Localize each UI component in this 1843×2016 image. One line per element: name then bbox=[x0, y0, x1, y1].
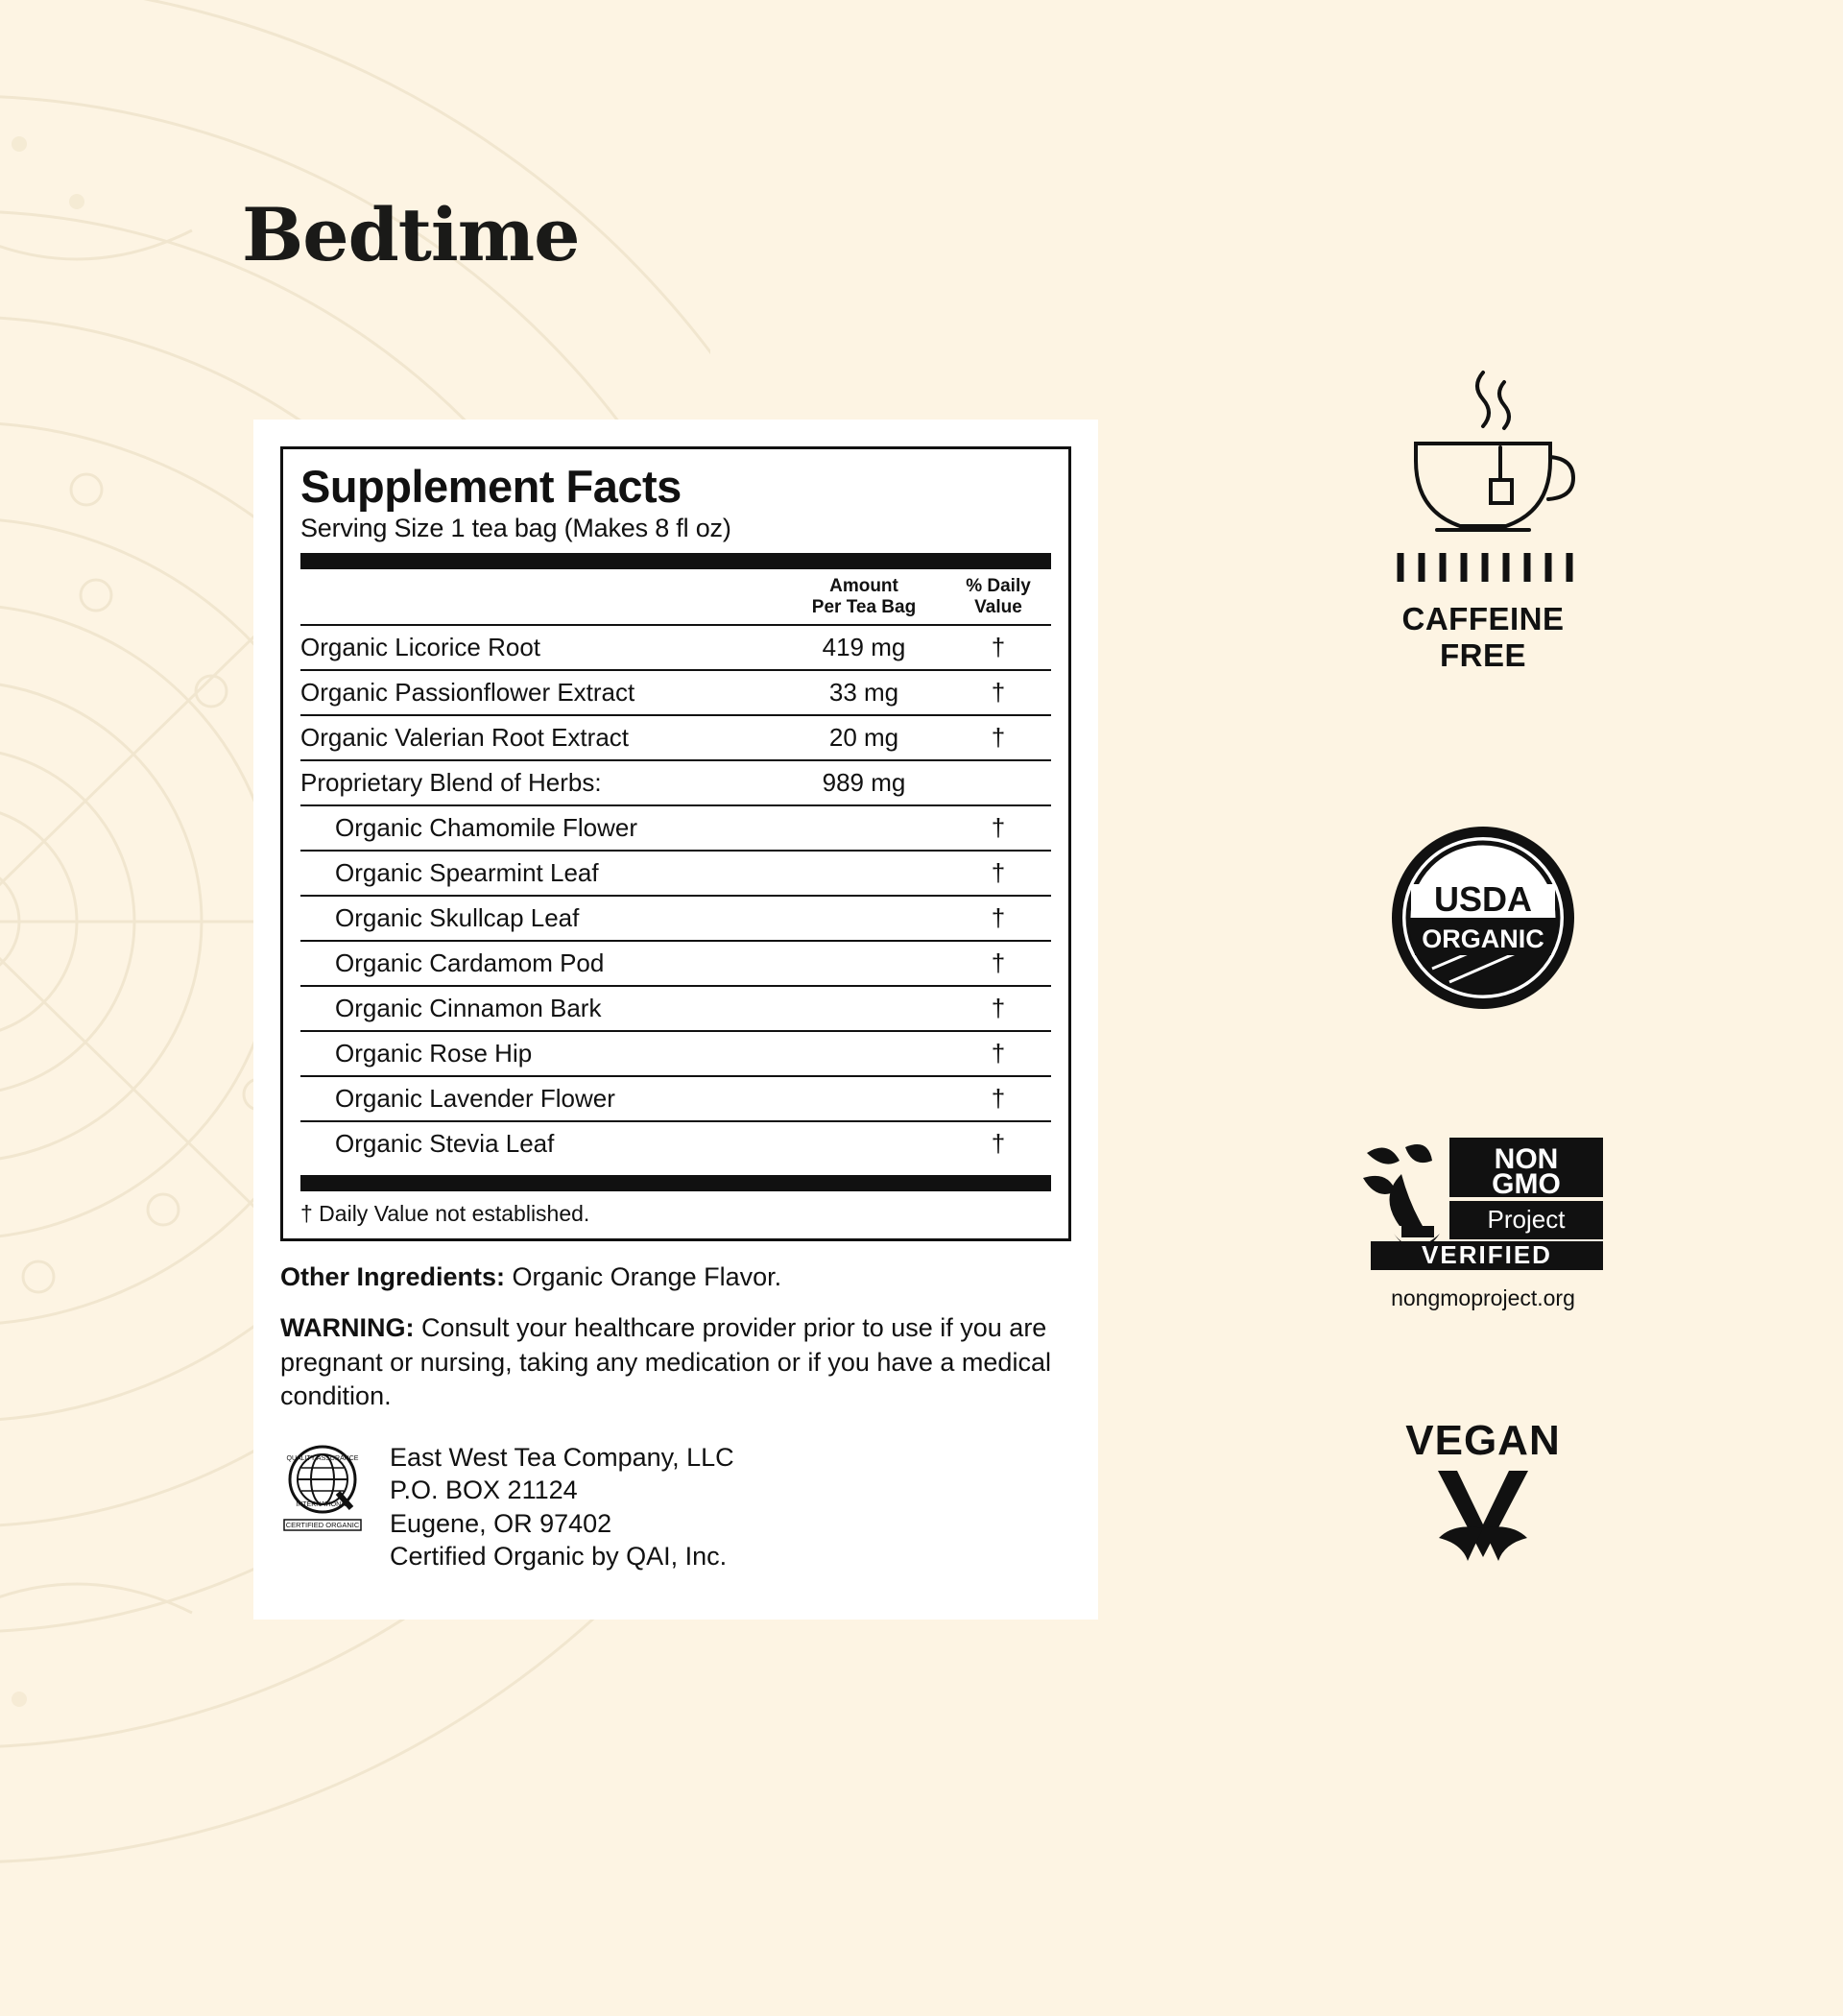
vegan-leaf-icon bbox=[1421, 1465, 1545, 1580]
daily-value-footnote: † Daily Value not established. bbox=[300, 1200, 590, 1226]
usda-organic-seal-icon bbox=[1382, 817, 1584, 1019]
thick-divider-bottom bbox=[300, 1175, 1051, 1191]
row-daily-value: † bbox=[945, 805, 1051, 851]
row-daily-value bbox=[945, 760, 1051, 805]
warning-label: WARNING: bbox=[280, 1312, 415, 1342]
other-ingredients-text: Organic Orange Flavor. bbox=[505, 1261, 782, 1291]
header-dv-line2: Value bbox=[974, 596, 1022, 617]
teacup-icon bbox=[1377, 365, 1589, 586]
row-name: Organic Spearmint Leaf bbox=[300, 851, 782, 896]
vegan-label: VEGAN bbox=[1405, 1417, 1561, 1465]
row-name: Organic Skullcap Leaf bbox=[300, 896, 782, 941]
row-daily-value: † bbox=[945, 1031, 1051, 1076]
supplement-facts-panel bbox=[253, 420, 1098, 1620]
non-gmo-project-verified-badge bbox=[1353, 1134, 1613, 1311]
header-amount-line1: Amount bbox=[829, 576, 898, 597]
row-daily-value: † bbox=[945, 1076, 1051, 1121]
table-row bbox=[300, 986, 1051, 1031]
warning-text bbox=[280, 1311, 1071, 1414]
non-text: NON bbox=[1494, 1143, 1559, 1176]
svg-text:CERTIFIED ORGANIC: CERTIFIED ORGANIC bbox=[285, 1520, 360, 1529]
row-daily-value: † bbox=[945, 896, 1051, 941]
company-block bbox=[280, 1439, 1071, 1573]
row-name: Organic Chamomile Flower bbox=[300, 805, 782, 851]
caffeine-free-line1: CAFFEINE bbox=[1401, 601, 1565, 636]
table-row bbox=[300, 805, 1051, 851]
supplement-facts-box bbox=[280, 446, 1071, 1241]
row-amount: 989 mg bbox=[782, 760, 945, 805]
table-row bbox=[300, 760, 1051, 805]
row-amount bbox=[782, 941, 945, 986]
row-daily-value: † bbox=[945, 986, 1051, 1031]
row-amount bbox=[782, 1031, 945, 1076]
row-daily-value: † bbox=[945, 670, 1051, 715]
project-text: Project bbox=[1487, 1205, 1566, 1235]
supplement-facts-heading: Supplement Facts bbox=[300, 461, 682, 512]
company-address bbox=[390, 1439, 734, 1573]
svg-text:INTERNATIONAL: INTERNATIONAL bbox=[296, 1500, 349, 1508]
header-blank bbox=[300, 569, 782, 625]
caffeine-free-badge bbox=[1377, 365, 1589, 673]
header-daily-value bbox=[945, 569, 1051, 625]
caffeine-free-line2: FREE bbox=[1439, 636, 1526, 673]
row-amount bbox=[782, 1076, 945, 1121]
verified-text: VERIFIED bbox=[1422, 1240, 1552, 1270]
thick-divider-top bbox=[300, 553, 1051, 569]
row-amount bbox=[782, 896, 945, 941]
caffeine-free-label bbox=[1402, 601, 1565, 673]
row-daily-value: † bbox=[991, 1128, 1006, 1158]
page-title: Bedtime bbox=[242, 192, 580, 277]
table-row bbox=[300, 1121, 1051, 1165]
row-name: Organic Cinnamon Bark bbox=[300, 986, 782, 1031]
row-daily-value: † bbox=[945, 715, 1051, 760]
serving-size-text: Serving Size 1 tea bag (Makes 8 fl oz) bbox=[300, 514, 731, 543]
row-amount: 33 mg bbox=[782, 670, 945, 715]
row-daily-value: † bbox=[945, 625, 1051, 670]
company-city: Eugene, OR 97402 bbox=[390, 1508, 612, 1538]
company-certification: Certified Organic by QAI, Inc. bbox=[390, 1542, 728, 1572]
row-name: Organic Cardamom Pod bbox=[300, 941, 782, 986]
row-amount: 20 mg bbox=[782, 715, 945, 760]
row-daily-value: † bbox=[945, 851, 1051, 896]
table-row bbox=[300, 1076, 1051, 1121]
row-name: Organic Rose Hip bbox=[300, 1031, 782, 1076]
row-amount: 419 mg bbox=[782, 625, 945, 670]
row-name: Organic Lavender Flower bbox=[300, 1076, 782, 1121]
non-gmo-butterfly-icon bbox=[1353, 1134, 1613, 1278]
row-name: Proprietary Blend of Herbs: bbox=[300, 760, 782, 805]
badge-column bbox=[1325, 365, 1641, 1580]
gmo-text: GMO bbox=[1492, 1168, 1561, 1201]
usda-organic-badge bbox=[1382, 817, 1584, 1019]
row-amount bbox=[782, 1121, 945, 1165]
row-daily-value: † bbox=[945, 941, 1051, 986]
qai-certified-organic-seal-icon bbox=[280, 1439, 372, 1531]
table-row bbox=[300, 896, 1051, 941]
row-name: Organic Valerian Root Extract bbox=[300, 715, 782, 760]
table-row bbox=[300, 941, 1051, 986]
header-amount bbox=[782, 569, 945, 625]
row-name: Organic Licorice Root bbox=[300, 625, 782, 670]
non-gmo-url: nongmoproject.org bbox=[1391, 1285, 1575, 1311]
row-name: Organic Stevia Leaf bbox=[335, 1128, 555, 1158]
header-amount-line2: Per Tea Bag bbox=[811, 596, 917, 617]
company-po-box: P.O. BOX 21124 bbox=[390, 1476, 578, 1505]
other-ingredients-label: Other Ingredients: bbox=[280, 1261, 506, 1291]
supplement-facts-table bbox=[300, 569, 1051, 1165]
row-amount bbox=[782, 986, 945, 1031]
organic-text: ORGANIC bbox=[1422, 924, 1544, 954]
company-name: East West Tea Company, LLC bbox=[390, 1442, 734, 1472]
row-name: Organic Passionflower Extract bbox=[300, 670, 782, 715]
table-row bbox=[300, 715, 1051, 760]
warning-body: Consult your healthcare provider prior to use if you are pregnant or nursing, taking any medication or if you have a medical condition. bbox=[280, 1312, 1051, 1411]
table-row bbox=[300, 1031, 1051, 1076]
header-dv-line1: % Daily bbox=[966, 576, 1031, 597]
table-row bbox=[300, 625, 1051, 670]
row-amount bbox=[782, 805, 945, 851]
svg-text:QUALITY ASSURANCE: QUALITY ASSURANCE bbox=[286, 1454, 359, 1462]
table-row bbox=[300, 670, 1051, 715]
vegan-badge bbox=[1405, 1417, 1560, 1580]
usda-text: USDA bbox=[1433, 879, 1533, 920]
row-amount bbox=[782, 851, 945, 896]
other-ingredients bbox=[280, 1262, 1071, 1292]
table-header-row bbox=[300, 569, 1051, 625]
table-row bbox=[300, 851, 1051, 896]
